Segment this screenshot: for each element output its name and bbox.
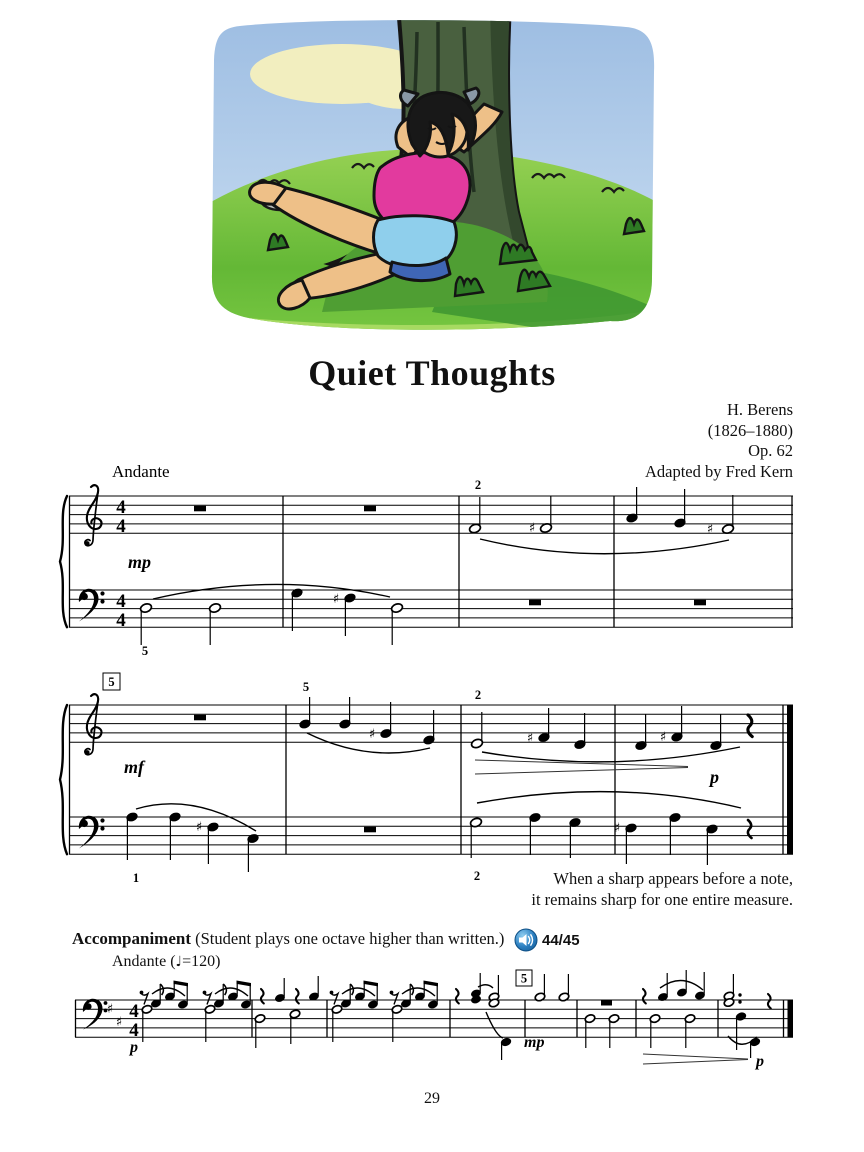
staff-lines-bass bbox=[69, 590, 793, 627]
dynamic-mp: mp bbox=[524, 1034, 545, 1051]
sharp-rule-line1: When a sharp appears before a note, bbox=[553, 869, 793, 888]
composer-name: H. Berens bbox=[727, 400, 793, 419]
svg-text:♯: ♯ bbox=[528, 521, 536, 536]
barlines bbox=[70, 496, 793, 627]
svg-text:♯: ♯ bbox=[195, 820, 203, 835]
svg-text:♯: ♯ bbox=[332, 592, 340, 607]
svg-text:4: 4 bbox=[129, 1001, 139, 1022]
finger-number: 2 bbox=[474, 478, 482, 492]
bass-clef-icon bbox=[83, 999, 108, 1030]
svg-text:4: 4 bbox=[116, 591, 126, 612]
time-signature bbox=[129, 1001, 139, 1041]
dynamic-mf: mf bbox=[124, 757, 144, 777]
svg-text:4: 4 bbox=[116, 610, 126, 631]
svg-text:♯: ♯ bbox=[659, 730, 667, 745]
staff-lines-bass bbox=[69, 817, 793, 854]
measure-8-notes bbox=[723, 974, 771, 1058]
finger-number: 1 bbox=[132, 871, 140, 885]
svg-text:5: 5 bbox=[520, 971, 528, 986]
treble-notes-m3-m4 bbox=[468, 487, 734, 554]
svg-text:♯: ♯ bbox=[613, 821, 621, 836]
dynamic-p: p bbox=[710, 767, 719, 787]
time-signature-treble bbox=[116, 497, 126, 537]
key-signature bbox=[107, 1002, 122, 1030]
svg-text:♯: ♯ bbox=[706, 522, 714, 537]
bass-clef-icon bbox=[79, 816, 105, 849]
svg-text:5: 5 bbox=[108, 675, 115, 689]
treble-rests bbox=[194, 506, 376, 512]
grand-staff-brace bbox=[60, 496, 67, 627]
accompaniment-system bbox=[75, 970, 793, 1070]
dynamic-mp: mp bbox=[128, 552, 152, 572]
accompaniment-instruction: (Student plays one octave higher than written.) bbox=[190, 929, 505, 948]
grand-staff-brace bbox=[60, 705, 67, 854]
treble-rest-m5 bbox=[194, 715, 206, 721]
dynamic-p: p bbox=[130, 1039, 138, 1056]
audio-speaker-icon bbox=[514, 928, 538, 952]
page-number: 29 bbox=[424, 1090, 440, 1107]
svg-text:4: 4 bbox=[116, 497, 126, 518]
svg-text:♯: ♯ bbox=[106, 1002, 114, 1017]
bass-rests bbox=[529, 600, 706, 606]
finger-number: 5 bbox=[141, 644, 149, 658]
bass-rest-m6 bbox=[364, 827, 376, 833]
finger-number: 5 bbox=[302, 680, 310, 694]
bass-notes-m5 bbox=[126, 804, 260, 872]
bass-notes-m1-m2 bbox=[139, 584, 403, 645]
tempo-marking: Andante bbox=[112, 462, 170, 481]
finger-number: 2 bbox=[474, 688, 482, 702]
time-signature-bass bbox=[116, 591, 126, 631]
composer-opus: Op. 62 bbox=[748, 441, 793, 460]
measure-6-notes bbox=[584, 1001, 620, 1049]
treble-clef-icon bbox=[85, 694, 102, 755]
composer-adapted-by: Adapted by Fred Kern bbox=[644, 461, 793, 481]
treble-clef-icon bbox=[85, 485, 102, 546]
accompaniment-header bbox=[72, 929, 504, 949]
measure-number-box bbox=[103, 673, 120, 690]
svg-text:♯: ♯ bbox=[368, 727, 376, 742]
quarter-note-icon: ♩ bbox=[175, 954, 183, 970]
accompaniment-tempo: Andante (♩=120) bbox=[112, 953, 221, 970]
finger-number: 2 bbox=[473, 869, 481, 883]
svg-text:♯: ♯ bbox=[526, 731, 534, 746]
bass-clef-icon bbox=[79, 589, 105, 622]
svg-text:♯: ♯ bbox=[115, 1015, 123, 1030]
eighth-note-cells bbox=[140, 981, 439, 1043]
system-2 bbox=[60, 673, 793, 885]
final-barline bbox=[783, 705, 793, 854]
system-1 bbox=[60, 462, 793, 658]
sharp-rule-note bbox=[531, 869, 793, 910]
audio-track-number: 44/45 bbox=[542, 932, 580, 949]
composer-dates: (1826–1880) bbox=[707, 420, 793, 440]
sharp-rule-line2: it remains sharp for one entire measure. bbox=[531, 889, 793, 909]
measure-5-notes bbox=[534, 974, 570, 1002]
measure-number-box bbox=[516, 970, 532, 986]
dynamic-p: p bbox=[756, 1053, 764, 1070]
svg-text:4: 4 bbox=[129, 1020, 139, 1041]
diminuendo-hairpin bbox=[643, 1054, 748, 1064]
accompaniment-label: Accompaniment bbox=[72, 929, 191, 948]
svg-text:4: 4 bbox=[116, 516, 126, 537]
measure-4-notes bbox=[456, 973, 512, 1060]
piece-title: Quiet Thoughts bbox=[308, 353, 556, 393]
